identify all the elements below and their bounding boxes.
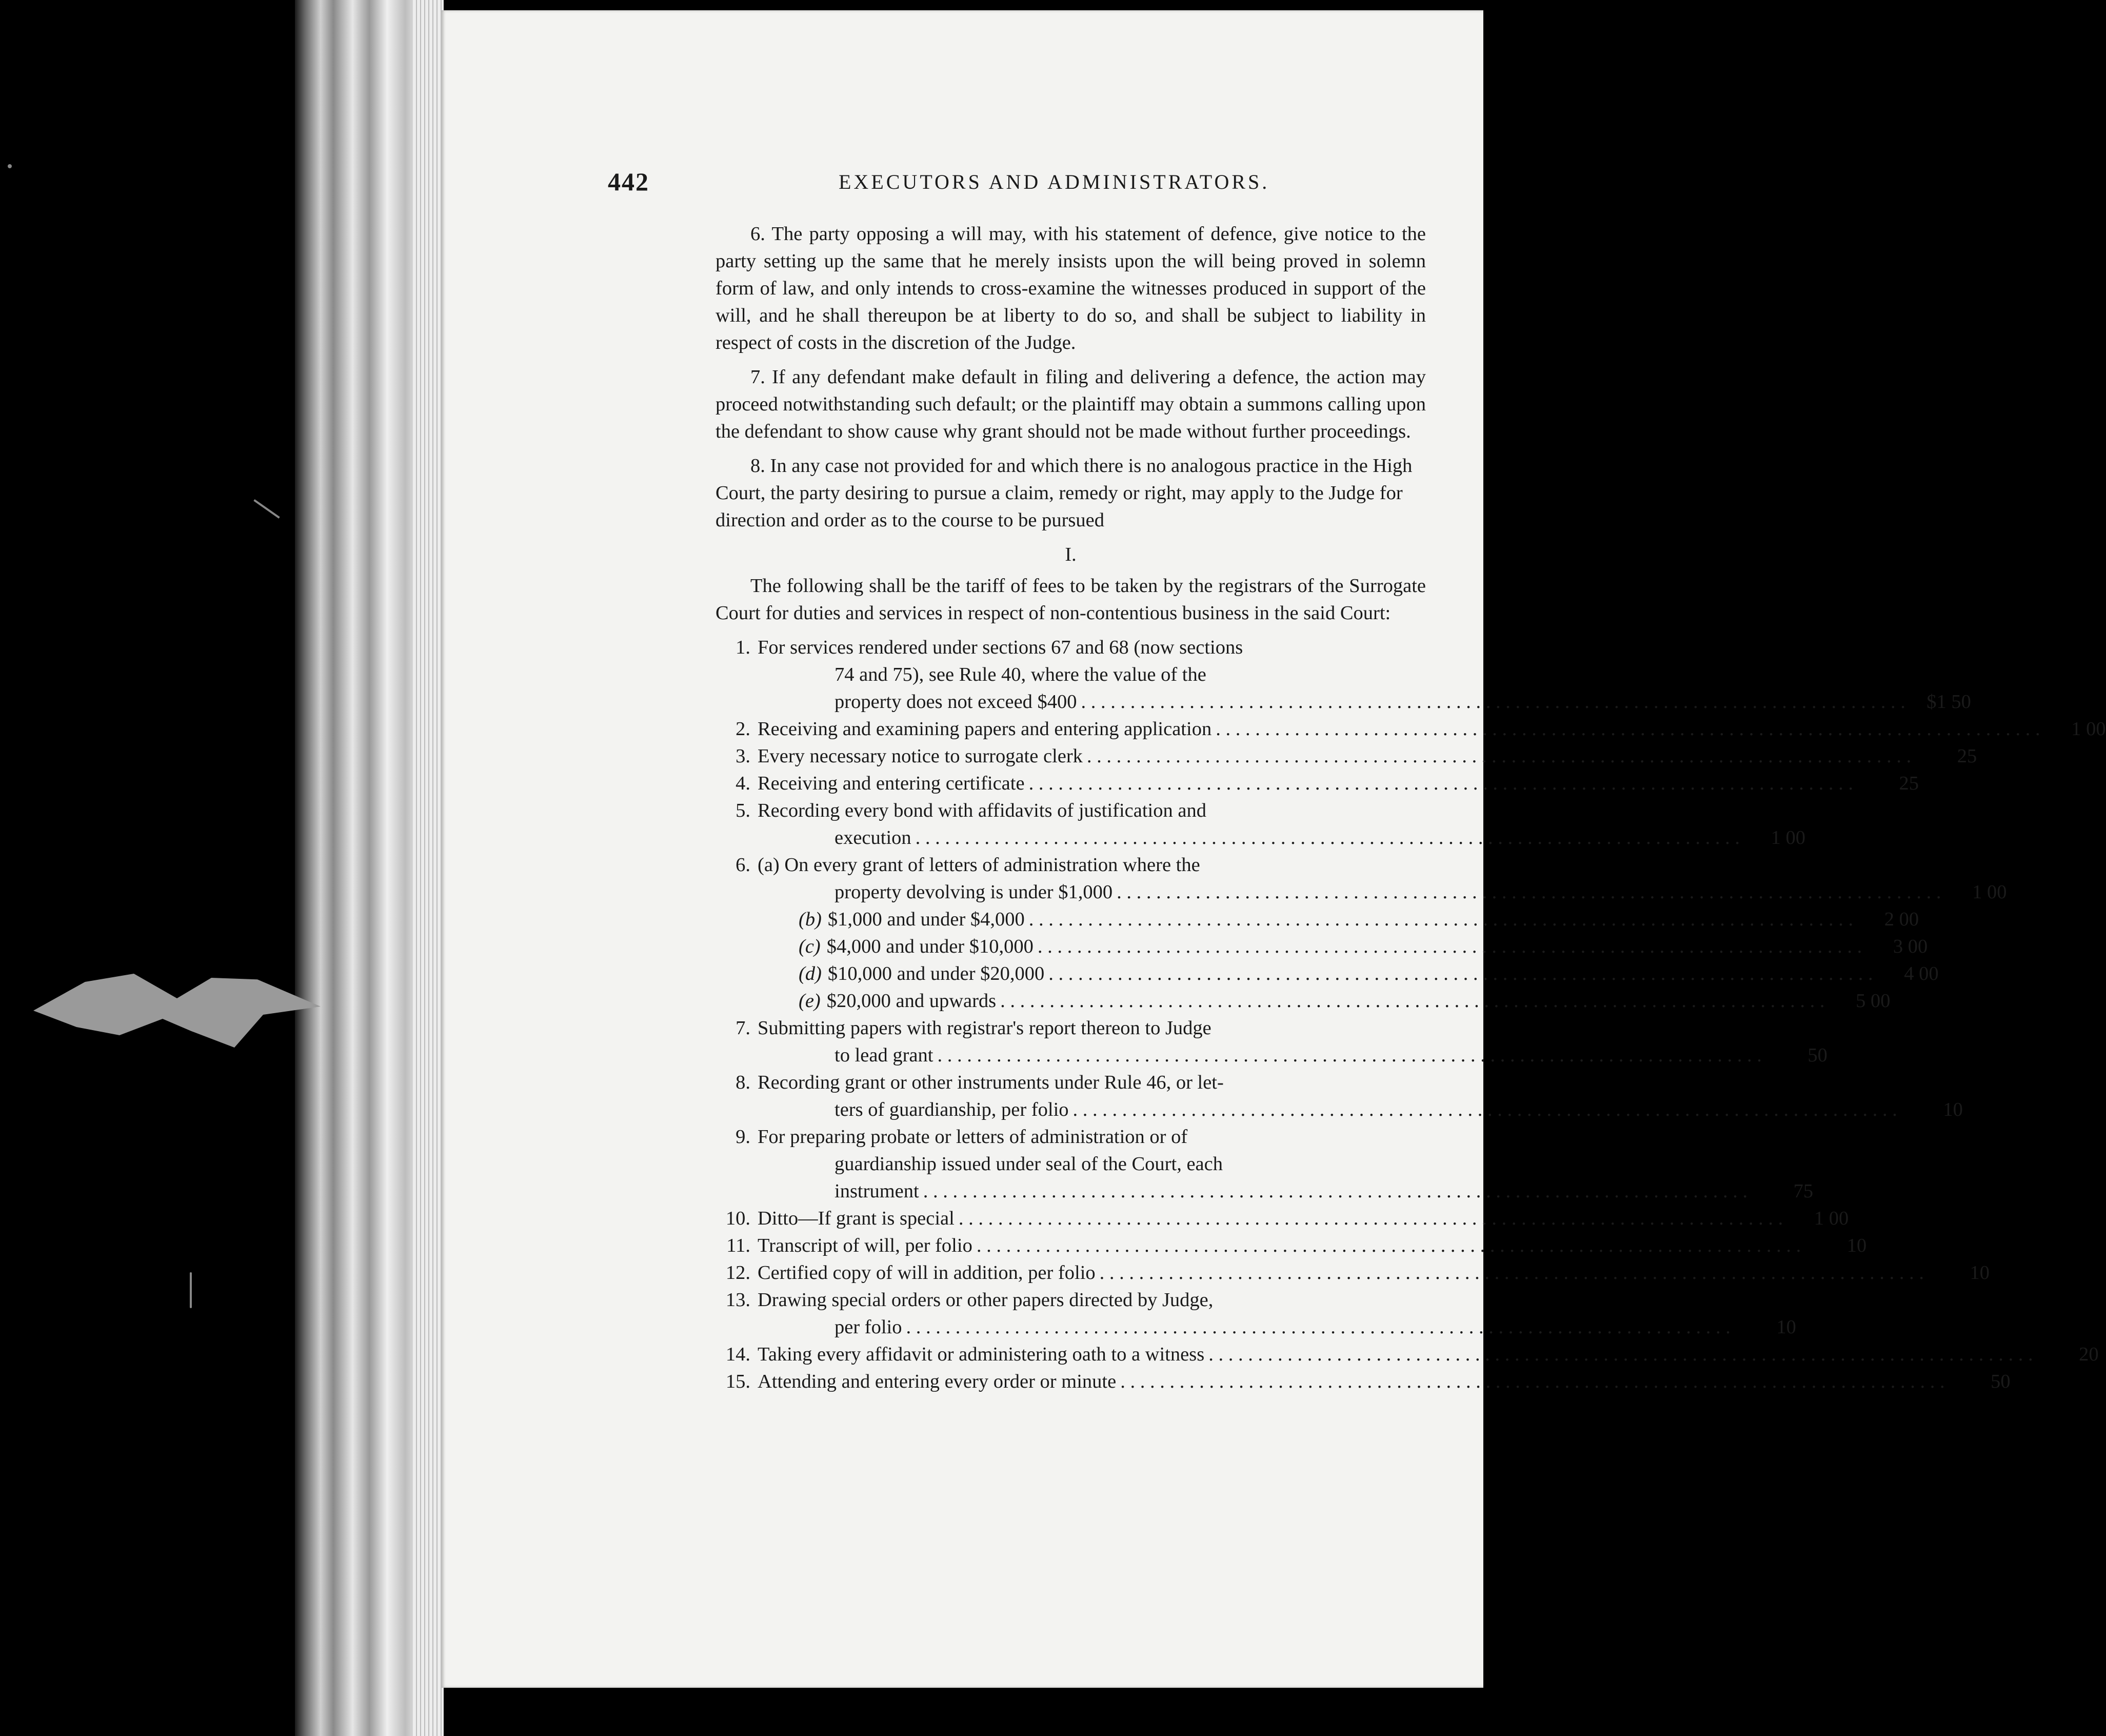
fee-item xyxy=(716,1205,1849,1232)
fee-amount: 20 xyxy=(2079,1344,2099,1365)
fee-number: 7. xyxy=(736,1017,750,1039)
rule-number: 6. xyxy=(750,223,765,245)
dot-leader xyxy=(1048,960,1873,988)
fee-final-line xyxy=(758,1096,1963,1123)
fee-number: 3. xyxy=(736,745,750,767)
fee-item xyxy=(716,770,1919,797)
dot-leader xyxy=(1029,906,1853,933)
dust-speck xyxy=(190,1272,192,1308)
fee-number: 13. xyxy=(725,1289,750,1311)
fee-text-line: (a) On every grant of letters of administration where the xyxy=(758,854,1200,876)
rule-text: The party opposing a will may, with his statement of defence, give notice to the party setting up the same that he merely insists upon the will being proved in solemn form of law, and only intends to cross-examine the witnesses produced in support of the will, and he shall thereupon be at liberty to do so, and shall be subject to liability in respect of costs in the discretion of the Judge. xyxy=(716,223,1426,353)
fee-text: Transcript of will, per folio xyxy=(758,1235,972,1256)
fee-amount: 10 xyxy=(1846,1235,1867,1256)
fee-final-line xyxy=(799,933,1928,960)
fee-item xyxy=(716,933,1928,960)
dot-leader xyxy=(1117,879,1941,906)
rule-paragraph-6 xyxy=(716,221,1426,357)
dust-speck xyxy=(8,164,12,168)
fee-text: Every necessary notice to surrogate clerk xyxy=(758,745,1083,767)
tariff-intro xyxy=(716,573,1426,627)
fee-amount: 3 00 xyxy=(1893,936,1928,957)
fee-final-line xyxy=(758,1232,1866,1259)
fee-text: $4,000 and under $10,000 xyxy=(826,936,1034,957)
fee-number: 6. xyxy=(736,854,750,876)
fee-text: property does not exceed $400 xyxy=(835,691,1077,713)
fee-description xyxy=(758,743,1977,770)
fee-item xyxy=(716,1232,1867,1259)
fee-item xyxy=(716,1015,1827,1069)
fee-number: 10. xyxy=(725,1208,750,1229)
fee-text-line: Recording grant or other instruments under Rule 46, or let- xyxy=(758,1072,1224,1093)
fee-amount: 75 xyxy=(1793,1180,1814,1202)
dot-leader xyxy=(1120,1368,1944,1395)
fee-amount: 50 xyxy=(1807,1044,1827,1066)
page-content xyxy=(716,221,2106,1395)
fee-final-line xyxy=(758,716,2106,743)
fee-number: 5. xyxy=(736,800,750,821)
rule-number: 7. xyxy=(750,366,765,388)
fee-text: $20,000 and upwards xyxy=(826,990,997,1012)
page-stack xyxy=(413,0,444,1736)
dot-leader xyxy=(1073,1096,1897,1123)
fee-description xyxy=(799,933,1928,960)
dot-leader xyxy=(1087,743,1911,770)
fee-amount: 1 00 xyxy=(1814,1208,1849,1229)
fee-description xyxy=(799,960,1939,988)
fee-amount: 1 00 xyxy=(1771,827,1806,849)
fee-sub-letter: (d) xyxy=(799,963,822,984)
fee-description xyxy=(758,1015,1827,1069)
page-number: 442 xyxy=(608,167,649,196)
dot-leader xyxy=(1100,1259,1924,1287)
fee-number: 15. xyxy=(725,1371,750,1392)
fee-sub-letter: (e) xyxy=(799,990,821,1012)
fee-text-line: For preparing probate or letters of administration or of xyxy=(758,1126,1188,1148)
fee-text: Taking every affidavit or administering oath to a witness xyxy=(758,1344,1205,1365)
schedule-heading: I. xyxy=(1065,544,1077,565)
fee-description xyxy=(758,1368,2011,1395)
paper-scrap xyxy=(33,970,321,1052)
fee-number: 11. xyxy=(726,1235,750,1256)
fee-description xyxy=(799,988,1891,1015)
fee-text-line: Recording every bond with affidavits of justification and xyxy=(758,800,1206,821)
fee-final-line xyxy=(758,1042,1827,1069)
rule-paragraph-8 xyxy=(716,452,1426,534)
fee-text: Attending and entering every order or minute xyxy=(758,1371,1117,1392)
fee-item xyxy=(716,988,1891,1015)
fee-final-line xyxy=(758,1314,1796,1341)
fee-final-line xyxy=(799,906,1919,933)
fee-final-line xyxy=(758,1259,1990,1287)
running-head: EXECUTORS AND ADMINISTRATORS. xyxy=(839,170,1270,193)
fee-description xyxy=(758,1341,2099,1368)
dot-leader xyxy=(1081,688,1905,716)
fee-text: Ditto—If grant is special xyxy=(758,1208,955,1229)
fee-text: $10,000 and under $20,000 xyxy=(827,963,1045,984)
fee-final-line xyxy=(758,824,1805,852)
fee-amount: 25 xyxy=(1899,773,1919,794)
fee-text: per folio xyxy=(835,1316,902,1338)
fee-description xyxy=(758,716,2106,743)
fee-number: 14. xyxy=(725,1344,750,1365)
fee-amount: 1 00 xyxy=(1972,881,2007,903)
rule-number: 8. xyxy=(750,455,765,477)
fee-final-line xyxy=(758,688,1971,716)
fee-description xyxy=(758,1069,1963,1123)
fee-text: Certified copy of will in addition, per folio xyxy=(758,1262,1096,1284)
fee-number: 1. xyxy=(736,637,750,658)
fee-description xyxy=(799,906,1919,933)
fee-text: property devolving is under $1,000 xyxy=(835,881,1113,903)
fee-final-line xyxy=(758,1178,1813,1205)
fee-item xyxy=(716,1069,1963,1123)
fee-amount: 10 xyxy=(1970,1262,1990,1284)
fee-number: 9. xyxy=(736,1126,750,1148)
fee-item xyxy=(716,743,1977,770)
fee-amount: $1 50 xyxy=(1926,691,1971,713)
fee-description xyxy=(758,1232,1866,1259)
fee-text: $1,000 and under $4,000 xyxy=(827,909,1025,930)
fee-amount: 10 xyxy=(1776,1316,1796,1338)
rule-paragraph-7 xyxy=(716,364,1426,445)
fee-description xyxy=(758,634,1971,716)
fee-final-line xyxy=(799,988,1891,1015)
fee-amount: 50 xyxy=(1991,1371,2011,1392)
fee-final-line xyxy=(758,879,2007,906)
fee-final-line xyxy=(758,770,1919,797)
fee-text-line: 74 and 75), see Rule 40, where the value of the xyxy=(835,664,1206,685)
dot-leader xyxy=(1029,770,1853,797)
fee-text-line: guardianship issued under seal of the Court, each xyxy=(835,1153,1223,1175)
fee-text: Receiving and examining papers and entering application xyxy=(758,718,1212,740)
fee-description xyxy=(758,1287,1796,1341)
fee-amount: 10 xyxy=(1943,1099,1963,1120)
tariff-intro-text: The following shall be the tariff of fees to be taken by the registrars of the Surrogate Court for duties and services in respect of non-contentious business in the said Court: xyxy=(716,575,1426,624)
fee-amount: 25 xyxy=(1957,745,1977,767)
fee-number: 2. xyxy=(736,718,750,740)
fee-text: execution xyxy=(835,827,911,849)
fee-sub-letter: (b) xyxy=(799,909,822,930)
fee-item xyxy=(716,852,2007,906)
page-header xyxy=(608,167,1428,198)
fee-schedule xyxy=(716,634,2106,1395)
fee-description xyxy=(758,770,1919,797)
fee-text: to lead grant xyxy=(835,1044,933,1066)
fee-sub-letter: (c) xyxy=(799,936,821,957)
fee-final-line xyxy=(758,1205,1849,1232)
fee-description xyxy=(758,1205,1849,1232)
fee-item xyxy=(716,716,2106,743)
dust-speck xyxy=(253,499,280,519)
fee-description xyxy=(758,1123,1813,1205)
fee-item xyxy=(716,634,1971,716)
fee-description xyxy=(758,852,2007,906)
fee-amount: 2 00 xyxy=(1884,909,1919,930)
fee-text: ters of guardianship, per folio xyxy=(835,1099,1069,1120)
fee-item xyxy=(716,1287,1796,1341)
fee-amount: 5 00 xyxy=(1856,990,1891,1012)
fee-item xyxy=(716,1368,2011,1395)
fee-description xyxy=(758,1259,1990,1287)
fee-item xyxy=(716,1123,1814,1205)
fee-text: Receiving and entering certificate xyxy=(758,773,1025,794)
fee-item xyxy=(716,960,1939,988)
dot-leader xyxy=(1038,933,1862,960)
book-edge xyxy=(295,0,423,1736)
dot-leader xyxy=(906,1314,1731,1341)
rule-text: In any case not provided for and which there is no analogous practice in the High Court, the party desiring to pursue a claim, remedy or right, may apply to the Judge for direction and order as to the course to be pursued xyxy=(716,455,1413,531)
dot-leader xyxy=(1208,1341,2033,1368)
fee-item xyxy=(716,1259,1990,1287)
dot-leader xyxy=(916,824,1740,852)
dot-leader xyxy=(923,1178,1747,1205)
fee-text: instrument xyxy=(835,1180,919,1202)
dot-leader xyxy=(1000,988,1824,1015)
dot-leader xyxy=(937,1042,1761,1069)
fee-text-line: For services rendered under sections 67 and 68 (now sections xyxy=(758,637,1243,658)
fee-final-line xyxy=(758,1368,2011,1395)
fee-description xyxy=(758,797,1805,852)
fee-final-line xyxy=(758,1341,2099,1368)
dot-leader xyxy=(959,1205,1783,1232)
fee-text-line: Submitting papers with registrar's report thereon to Judge xyxy=(758,1017,1211,1039)
fee-final-line xyxy=(799,960,1939,988)
fee-item xyxy=(716,1341,2099,1368)
fee-amount: 4 00 xyxy=(1904,963,1939,984)
fee-item xyxy=(716,906,1919,933)
fee-number: 4. xyxy=(736,773,750,794)
dot-leader xyxy=(977,1232,1801,1259)
fee-text-line: Drawing special orders or other papers directed by Judge, xyxy=(758,1289,1214,1311)
fee-amount: 1 00 xyxy=(2071,718,2106,740)
fee-final-line xyxy=(758,743,1977,770)
fee-item xyxy=(716,797,1806,852)
fee-number: 12. xyxy=(725,1262,750,1284)
dot-leader xyxy=(1216,716,2040,743)
rule-text: If any defendant make default in filing and delivering a defence, the action may proceed notwithstanding such default; or the plaintiff may obtain a summons calling upon the defendant to show cause why grant should not be made without further proceedings. xyxy=(716,366,1426,442)
fee-number: 8. xyxy=(736,1072,750,1093)
